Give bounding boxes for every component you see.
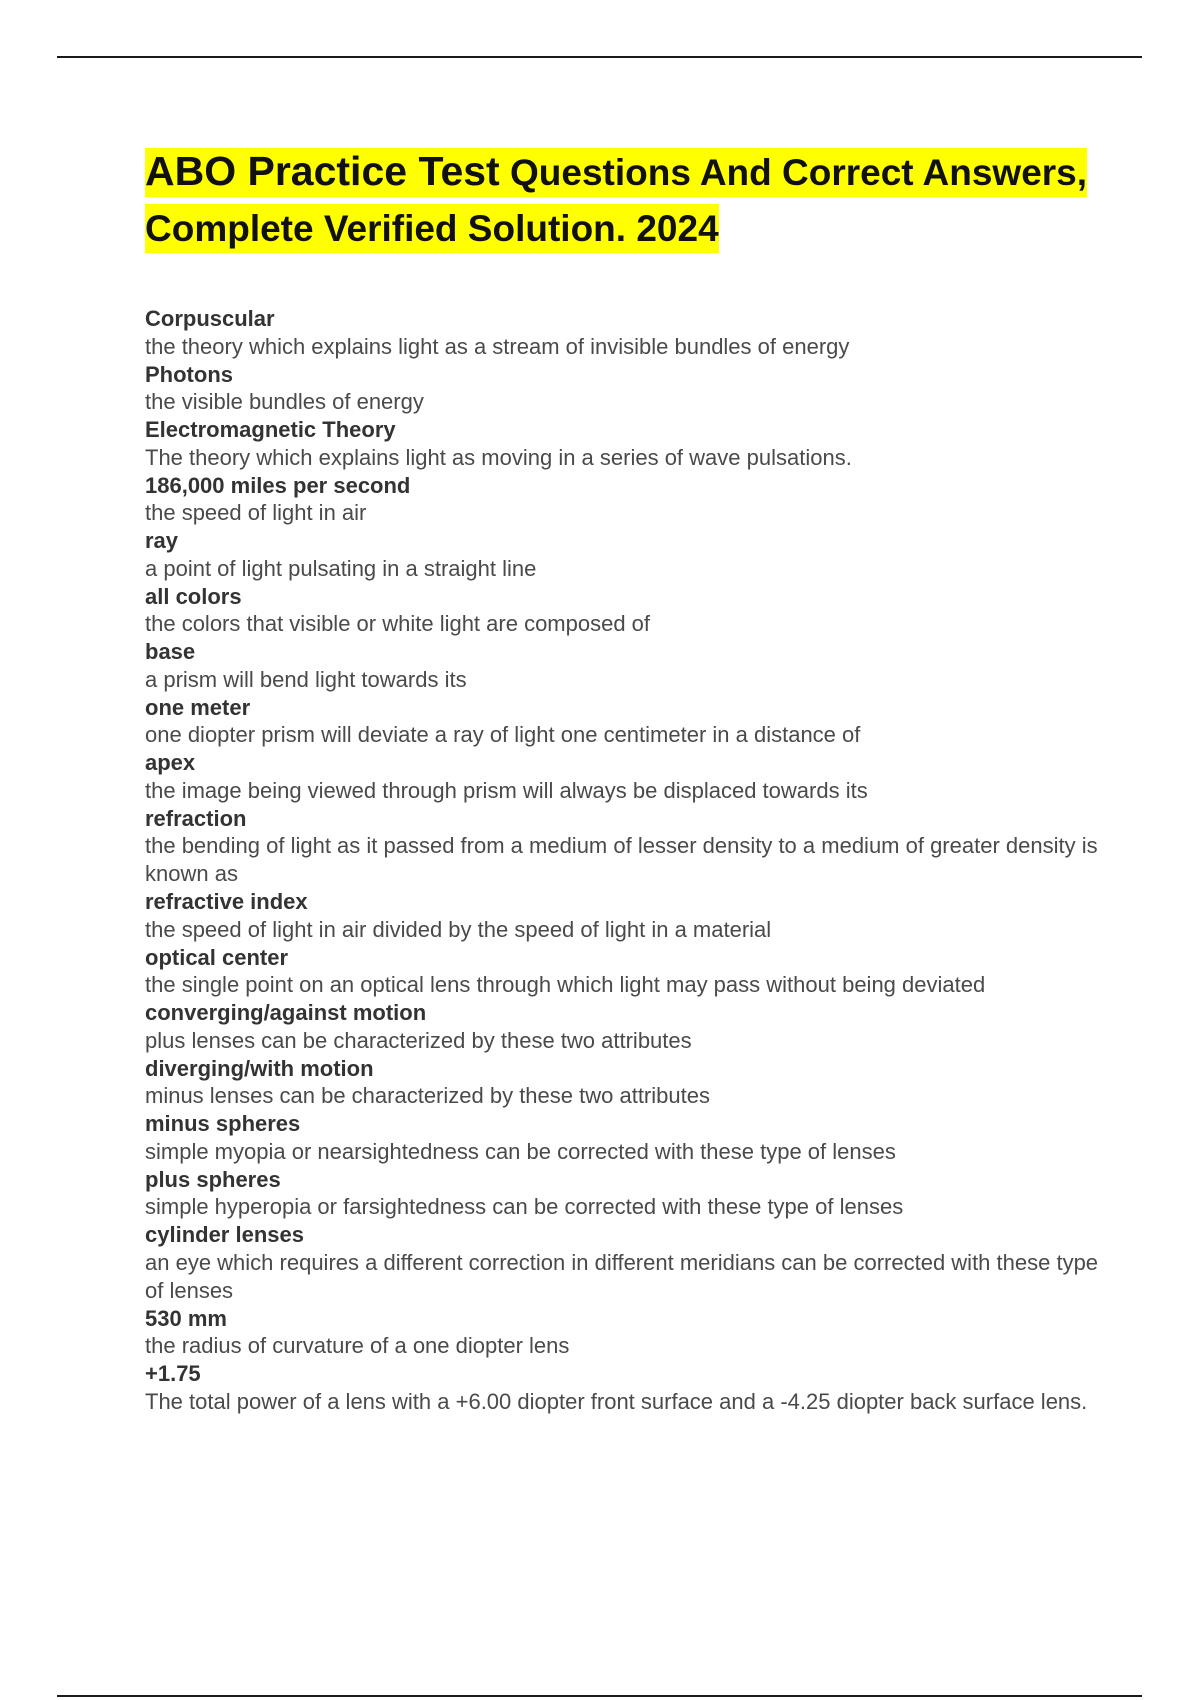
- list-item: [145, 527, 1100, 583]
- top-divider: [57, 56, 1142, 58]
- definition: one diopter prism will deviate a ray of light one centimeter in a distance of: [145, 722, 861, 747]
- list-item: [145, 805, 1100, 889]
- term: optical center: [145, 944, 289, 970]
- term: +1.75: [145, 1361, 201, 1386]
- list-item: [145, 999, 1100, 1055]
- list-item: [145, 1166, 1100, 1222]
- list-item: [145, 638, 1100, 694]
- definition: a prism will bend light towards its: [145, 666, 467, 692]
- list-item: [145, 1305, 1100, 1361]
- list-item: [145, 361, 1100, 417]
- definition: the speed of light in air: [145, 500, 367, 525]
- definition: The total power of a lens with a +6.00 diopter front surface and a -4.25 diopter back surface lens.: [145, 1388, 1088, 1414]
- term: all colors: [145, 583, 242, 609]
- list-item: [145, 1055, 1100, 1111]
- list-item: [145, 305, 1100, 361]
- list-item: [145, 1110, 1100, 1166]
- definition: the theory which explains light as a stream of invisible bundles of energy: [145, 333, 850, 359]
- definition: simple hyperopia or farsightedness can be corrected with these type of lenses: [145, 1194, 904, 1219]
- term: minus spheres: [145, 1111, 301, 1136]
- document-title: [145, 143, 1145, 257]
- list-item: [145, 694, 1100, 750]
- definition: The theory which explains light as moving in a series of wave pulsations.: [145, 444, 852, 470]
- definition: the image being viewed through prism will always be displaced towards its: [145, 777, 868, 803]
- term: diverging/with motion: [145, 1055, 374, 1081]
- term: 186,000 miles per second: [145, 472, 411, 498]
- bottom-divider: [57, 1695, 1142, 1697]
- term: cylinder lenses: [145, 1222, 304, 1247]
- term: refraction: [145, 805, 247, 831]
- term: 530 mm: [145, 1305, 227, 1331]
- definition: minus lenses can be characterized by these two attributes: [145, 1083, 710, 1108]
- term: base: [145, 639, 196, 664]
- term: ray: [145, 528, 179, 553]
- list-item: [145, 1360, 1100, 1416]
- definition: simple myopia or nearsightedness can be corrected with these type of lenses: [145, 1138, 896, 1164]
- term: Electromagnetic Theory: [145, 417, 396, 442]
- list-item: [145, 583, 1100, 639]
- definition: the radius of curvature of a one diopter lens: [145, 1333, 570, 1358]
- term: one meter: [145, 694, 251, 720]
- list-item: [145, 1221, 1100, 1305]
- definition: the speed of light in air divided by the speed of light in a material: [145, 916, 772, 942]
- list-item: [145, 749, 1100, 805]
- term: apex: [145, 750, 196, 775]
- question-answer-list: [145, 305, 1100, 1416]
- definition: plus lenses can be characterized by these two attributes: [145, 1027, 692, 1053]
- term: refractive index: [145, 889, 308, 914]
- definition: a point of light pulsating in a straight line: [145, 555, 537, 581]
- definition: an eye which requires a different correction in different meridians can be corrected with these type of lenses: [145, 1249, 1099, 1303]
- title-lead: ABO Practice Test: [145, 148, 500, 194]
- definition: the colors that visible or white light are composed of: [145, 611, 651, 636]
- list-item: [145, 888, 1100, 944]
- term: plus spheres: [145, 1166, 281, 1192]
- term: converging/against motion: [145, 1000, 427, 1025]
- definition: the bending of light as it passed from a medium of lesser density to a medium of greater density is known as: [145, 833, 1098, 886]
- term: Photons: [145, 361, 233, 387]
- term: Corpuscular: [145, 306, 275, 331]
- title-rest: Questions And Correct Answers, Complete Verified Solution. 2024: [145, 152, 1088, 249]
- list-item: [145, 472, 1100, 528]
- definition: the single point on an optical lens through which light may pass without being deviated: [145, 972, 986, 997]
- list-item: [145, 416, 1100, 472]
- list-item: [145, 944, 1100, 1000]
- definition: the visible bundles of energy: [145, 389, 424, 414]
